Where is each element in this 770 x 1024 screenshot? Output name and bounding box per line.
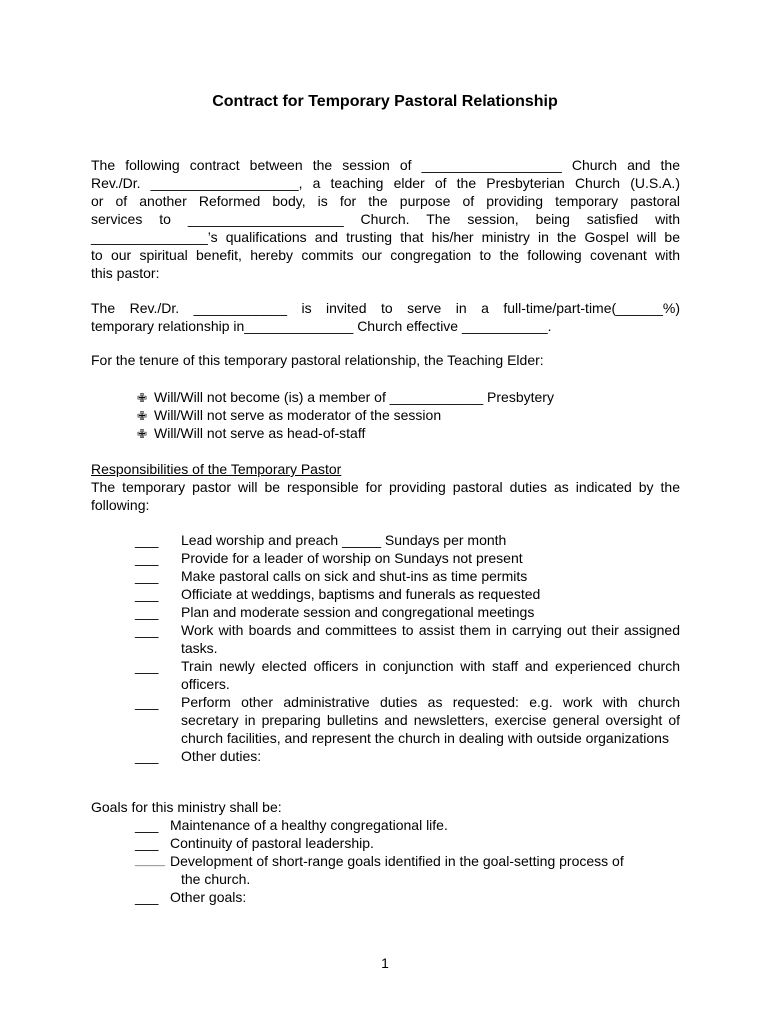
goal-text: Other goals: [170, 889, 247, 905]
intro-line: _______________’s qualifications and trusting that his/her ministry in the Gospel will be [91, 229, 680, 245]
checkbox-blank[interactable]: ___ [135, 817, 159, 833]
duties-list [135, 531, 680, 765]
duty-text: Lead worship and preach _____ Sundays per month [181, 532, 507, 548]
checkbox-blank[interactable]: ___ [135, 568, 159, 584]
checkbox-blank[interactable]: ___ [135, 604, 159, 620]
duty-text: Perform other administrative duties as requested: e.g. work with church secretary in preparing bulletins and newsletters, exercise general oversight of church facilities, and represent the church in dealing with outside organizations [181, 694, 680, 746]
duty-text: Work with boards and committees to assist them in carrying out their assigned tasks. [181, 622, 680, 656]
list-item [135, 693, 680, 747]
list-item [137, 388, 697, 406]
responsibilities-heading: Responsibilities of the Temporary Pastor [91, 461, 342, 477]
checkbox-blank[interactable]: ___ [135, 835, 159, 851]
list-item [135, 852, 680, 888]
goal-text: Continuity of pastoral leadership. [170, 835, 374, 851]
intro-paragraph [91, 156, 680, 282]
list-item [135, 585, 680, 603]
list-item [135, 888, 680, 906]
duty-text: Train newly elected officers in conjunction with staff and experienced church officers. [181, 658, 680, 692]
bullet-text: Will/Will not become (is) a member of ____________ Presbytery [154, 389, 554, 405]
list-item [135, 657, 680, 693]
list-item [135, 747, 680, 765]
checkbox-blank[interactable]: ______ [135, 856, 166, 866]
goal-text: Development of short-range goals identified in the goal-setting process of [170, 853, 624, 869]
checkbox-blank[interactable]: ___ [135, 532, 159, 548]
page-number: 1 [381, 955, 389, 971]
checkbox-blank[interactable]: ___ [135, 586, 159, 602]
intro-line: services to ____________________ Church. The session, being satisfied with [91, 211, 680, 227]
checkbox-blank[interactable]: ___ [135, 748, 159, 764]
page-title: Contract for Temporary Pastoral Relationship [212, 93, 558, 110]
list-item [135, 816, 680, 834]
checkbox-blank[interactable]: ___ [135, 658, 159, 674]
cross-bullet-icon: ✙ [137, 391, 148, 405]
intro-line: Rev./Dr. ___________________, a teaching elder of the Presbyterian Church (U.S.A.) [91, 175, 680, 191]
list-item [135, 603, 680, 621]
duty-text: Plan and moderate session and congregational meetings [181, 604, 535, 620]
list-item [135, 834, 680, 852]
list-item [135, 531, 680, 549]
goals-list [135, 816, 680, 906]
tenure-paragraph: For the tenure of this temporary pastoral relationship, the Teaching Elder: [91, 352, 544, 368]
list-item [137, 406, 697, 424]
duty-text: Officiate at weddings, baptisms and funerals as requested [181, 586, 541, 602]
duty-text: Other duties: [181, 748, 262, 764]
list-item [135, 549, 680, 567]
intro-line: this pastor: [91, 265, 160, 281]
checkbox-blank[interactable]: ___ [135, 550, 159, 566]
goals-heading: Goals for this ministry shall be: [91, 799, 282, 815]
responsibilities-intro: The temporary pastor will be responsible for providing pastoral duties as indicated by the following: [91, 479, 680, 513]
checkbox-blank[interactable]: ___ [135, 694, 159, 710]
intro-line: or of another Reformed body, is for the purpose of providing temporary pastoral [91, 193, 680, 209]
invite-line: temporary relationship in______________ Church effective ___________. [91, 318, 552, 334]
bullet-text: Will/Will not serve as head-of-staff [154, 425, 366, 441]
duty-text: Provide for a leader of worship on Sundays not present [181, 550, 523, 566]
responsibilities-section [91, 460, 680, 514]
cross-bullet-icon: ✙ [137, 427, 148, 441]
goal-text-continued: the church. [181, 871, 251, 887]
list-item [135, 567, 680, 585]
invite-line: The Rev./Dr. ____________ is invited to serve in a full-time/part-time(______%) [91, 300, 680, 316]
list-item [137, 424, 697, 442]
elder-bullet-list [137, 388, 697, 442]
checkbox-blank[interactable]: ___ [135, 622, 159, 638]
goal-text: Maintenance of a healthy congregational life. [170, 817, 448, 833]
intro-line: to our spiritual benefit, hereby commits our congregation to the following covenant with [91, 247, 680, 263]
intro-line: The following contract between the session of __________________ Church and the [91, 157, 680, 173]
list-item [135, 621, 680, 657]
cross-bullet-icon: ✙ [137, 409, 148, 423]
goal-text-wrapper [170, 852, 680, 888]
checkbox-blank[interactable]: ___ [135, 889, 159, 905]
invite-paragraph [91, 299, 680, 335]
duty-text: Make pastoral calls on sick and shut-ins as time permits [181, 568, 528, 584]
bullet-text: Will/Will not serve as moderator of the session [154, 407, 442, 423]
